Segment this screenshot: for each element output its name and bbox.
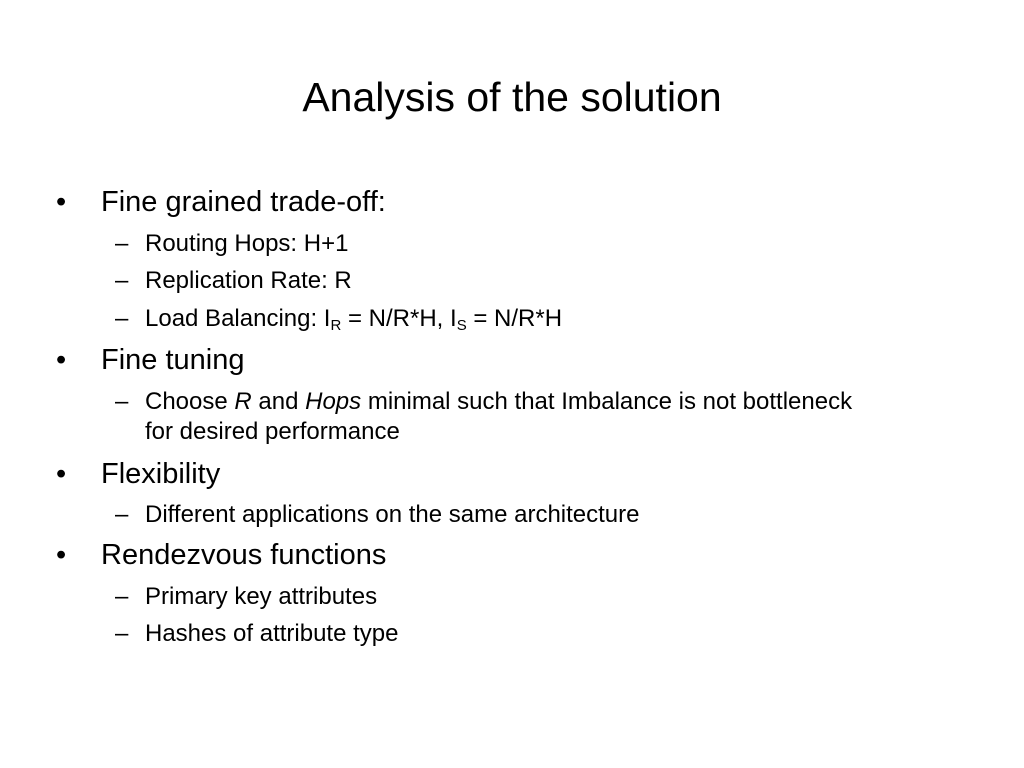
sub-bullet-text: Routing Hops: H+1 [145,230,349,257]
bullet-icon: • [56,458,67,490]
bullet-icon: • [56,539,67,571]
dash-icon: – [115,230,129,257]
lb-suffix: = N/R*H [466,305,563,332]
lb-subscript-r: R [330,317,342,334]
bullet-text: Flexibility [101,458,221,490]
italic-r: R [234,388,252,415]
dash-icon: – [115,501,129,528]
lb-subscript-s: S [456,317,467,334]
italic-hops: Hops [305,388,362,415]
sub-bullet-text: Replication Rate: R [145,267,352,294]
bullet-icon: • [56,186,67,218]
bullet-text: Fine tuning [101,344,245,376]
sub-bullet-text [145,387,875,447]
dash-icon: – [115,620,129,647]
dash-icon: – [115,267,129,294]
slide-title: Analysis of the solution [302,74,722,120]
dash-icon: – [115,388,129,415]
bullet-text: Rendezvous functions [101,539,387,571]
dash-icon: – [115,305,129,332]
bullet-text: Fine grained trade-off: [101,186,386,218]
and-text: and [251,388,306,415]
lb-middle: = N/R*H, I [341,305,457,332]
sub-bullet-text: Primary key attributes [145,583,378,610]
bullet-icon: • [56,344,67,376]
rest-text: minimal such that Imbalance is not bottleneck for desired performance [145,388,853,445]
sub-bullet-text: Different applications on the same architecture [145,501,640,528]
dash-icon: – [115,583,129,610]
sub-bullet-text [145,304,875,334]
lb-prefix: Load Balancing: I [145,305,331,332]
sub-bullet-text: Hashes of attribute type [145,620,399,647]
choose-text: Choose [145,388,235,415]
